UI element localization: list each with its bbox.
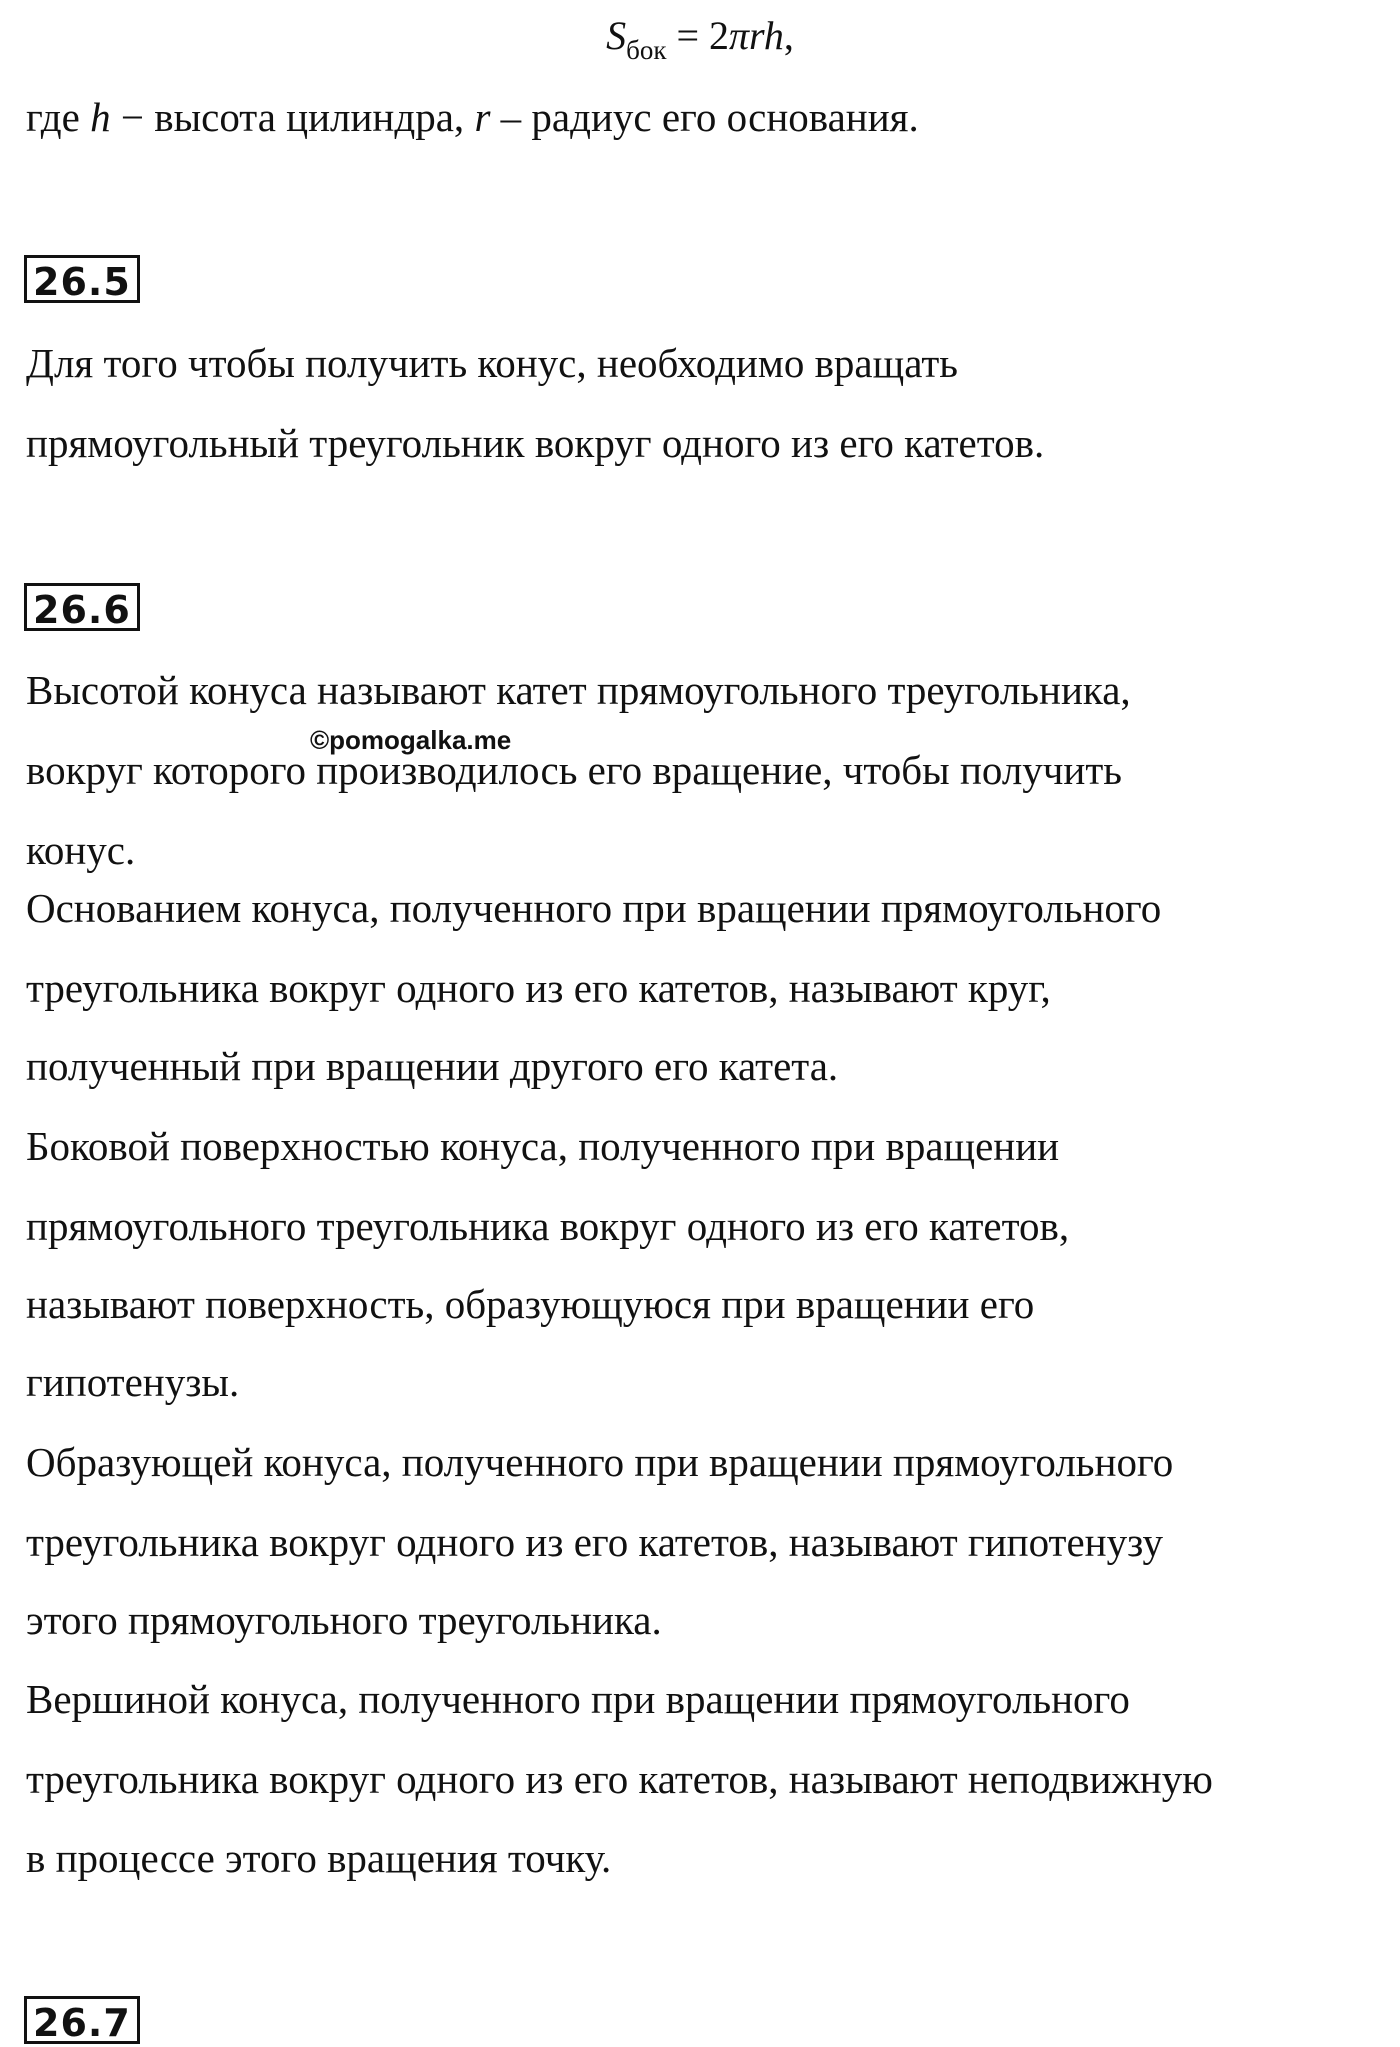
variable-r: r <box>474 94 491 140</box>
paragraph-line: прямоугольного треугольника вокруг одного из его катетов, <box>26 1203 1070 1249</box>
paragraph-line: Основанием конуса, полученного при вращении прямоугольного <box>26 885 1162 931</box>
paragraph-line: Высотой конуса называют катет прямоугольного треугольника, <box>26 667 1131 713</box>
paragraph-line: конус. <box>26 827 136 873</box>
paragraph-line: Вершиной конуса, полученного при вращении прямоугольного <box>26 1676 1130 1722</box>
paragraph-line: треугольника вокруг одного из его катетов, называют неподвижную <box>26 1756 1213 1802</box>
paragraph-line: этого прямоугольного треугольника. <box>26 1597 662 1643</box>
definition-middle: − высота цилиндра, <box>110 94 475 140</box>
paragraph-line: треугольника вокруг одного из его катетов, называют гипотенузу <box>26 1519 1163 1565</box>
paragraph-line: Боковой поверхностью конуса, полученного при вращении <box>26 1123 1060 1169</box>
formula-symbol-s: S <box>606 13 627 58</box>
watermark: ©pomogalka.me <box>310 725 512 755</box>
paragraph-line: вокруг которого производилось его вращение, чтобы получить <box>26 747 1122 793</box>
formula-subscript: бок <box>626 35 667 65</box>
problem-number-26-7: 26.7 <box>24 1996 140 2044</box>
paragraph-line: треугольника вокруг одного из его катетов, называют круг, <box>26 965 1051 1011</box>
paragraph-line: Для того чтобы получить конус, необходимо вращать <box>26 340 958 386</box>
paragraph-line: Образующей конуса, полученного при вращении прямоугольного <box>26 1439 1174 1485</box>
definition-prefix: где <box>26 94 91 140</box>
lateral-surface-formula <box>0 6 1400 80</box>
problem-number-26-5: 26.5 <box>24 255 140 303</box>
paragraph-line: прямоугольный треугольник вокруг одного из его катетов. <box>26 420 1045 466</box>
variable-h: h <box>90 94 111 140</box>
problem-number-26-6: 26.6 <box>24 583 140 631</box>
paragraph-line: называют поверхность, образующуюся при вращении его <box>26 1281 1035 1327</box>
formula-variables: πrh <box>729 13 784 58</box>
paragraph-line: полученный при вращении другого его катета. <box>26 1043 839 1089</box>
formula-definition-line <box>26 92 919 142</box>
paragraph-line: гипотенузы. <box>26 1359 240 1405</box>
formula-equals: = 2 <box>666 13 730 58</box>
paragraph-line: в процессе этого вращения точку. <box>26 1835 612 1881</box>
formula-comma: , <box>783 13 794 58</box>
definition-suffix: – радиус его основания. <box>490 94 919 140</box>
